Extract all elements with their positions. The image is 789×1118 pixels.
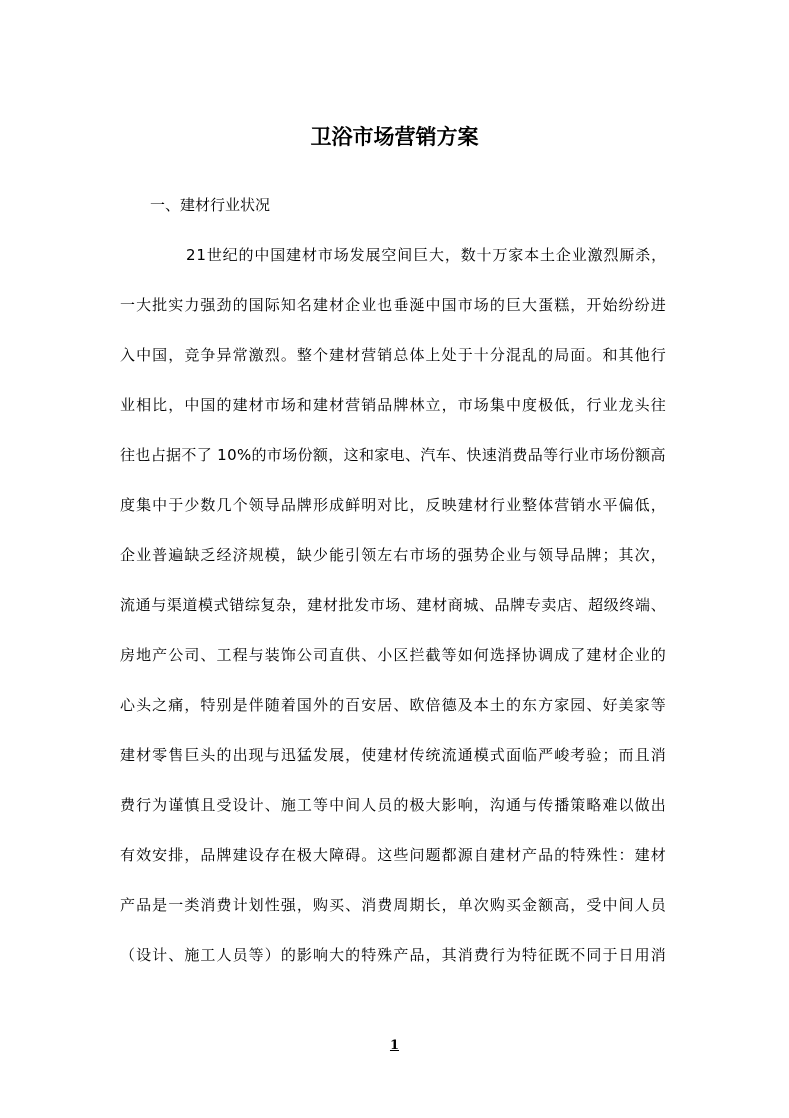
paragraph-line: 费行为谨慎且受设计、施工等中间人员的极大影响，沟通与传播策略难以做出: [120, 796, 667, 814]
paragraph-line: 企业普遍缺乏经济规模，缺少能引领左右市场的强势企业与领导品牌；其次，: [120, 546, 667, 564]
paragraph-line: 流通与渠道模式错综复杂，建材批发市场、建材商城、品牌专卖店、超级终端、: [120, 596, 667, 614]
paragraph-line: （设计、施工人员等）的影响大的特殊产品，其消费行为特征既不同于日用消: [120, 946, 667, 964]
paragraph-line: 产品是一类消费计划性强，购买、消费周期长，单次购买金额高，受中间人员: [120, 896, 667, 914]
paragraph-line: 房地产公司、工程与装饰公司直供、小区拦截等如何选择协调成了建材企业的: [120, 646, 667, 664]
paragraph-line: 建材零售巨头的出现与迅猛发展，使建材传统流通模式面临严峻考验；而且消: [120, 746, 667, 764]
document-title: 卫浴市场营销方案: [310, 124, 479, 149]
paragraph-line: 有效安排，品牌建设存在极大障碍。这些问题都源自建材产品的特殊性：建材: [120, 846, 667, 864]
paragraph-line: 一大批实力强劲的国际知名建材企业也垂涎中国市场的巨大蛋糕，开始纷纷进: [120, 296, 667, 314]
paragraph-line: 21世纪的中国建材市场发展空间巨大，数十万家本土企业激烈厮杀，: [186, 246, 667, 264]
page-number: 1: [389, 1038, 400, 1053]
section-heading: 一、建材行业状况: [150, 196, 271, 214]
paragraph-line: 入中国，竞争异常激烈。整个建材营销总体上处于十分混乱的局面。和其他行: [120, 346, 667, 364]
paragraph-line: 度集中于少数几个领导品牌形成鲜明对比，反映建材行业整体营销水平偏低，: [120, 496, 667, 514]
paragraph-line: 心头之痛，特别是伴随着国外的百安居、欧倍德及本土的东方家园、好美家等: [120, 696, 667, 714]
paragraph-line: 业相比，中国的建材市场和建材营销品牌林立，市场集中度极低，行业龙头往: [120, 396, 667, 414]
paragraph-line: 往也占据不了 10%的市场份额，这和家电、汽车、快速消费品等行业市场份额高: [120, 446, 666, 464]
